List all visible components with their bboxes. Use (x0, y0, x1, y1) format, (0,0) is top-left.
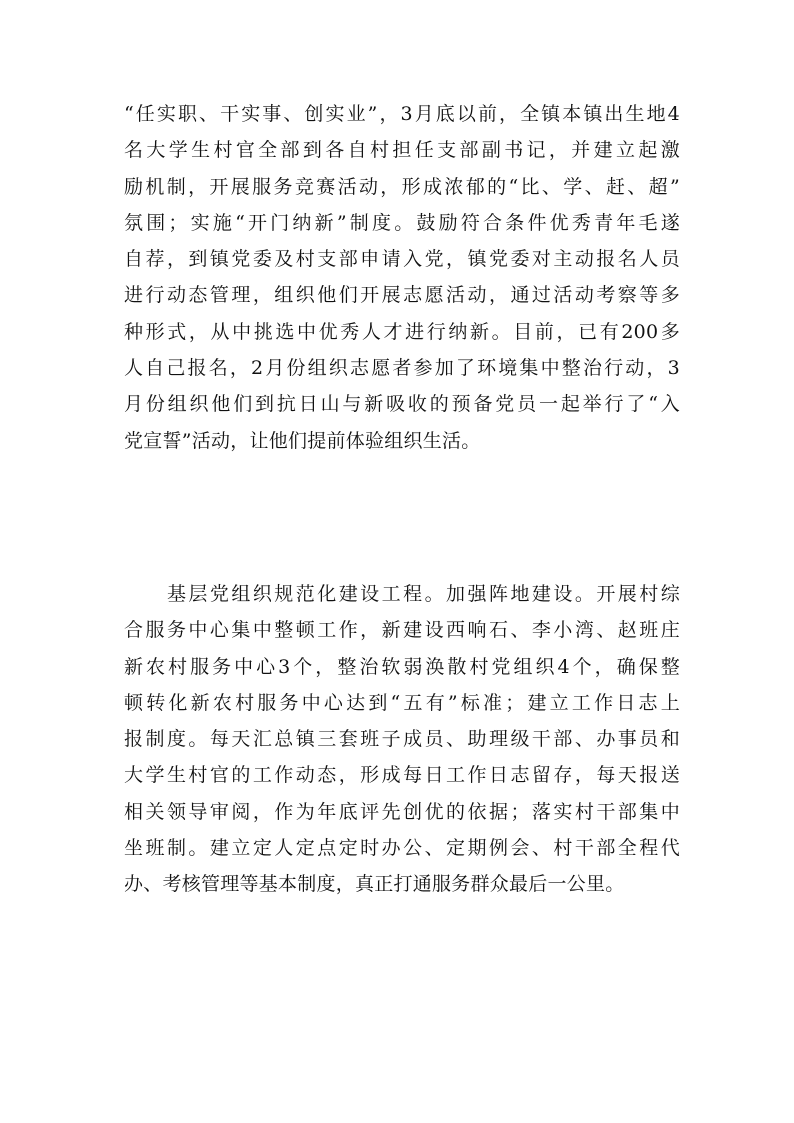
paragraph-line: 顿转化新农村服务中心达到“五有”标准；建立工作日志上 (124, 691, 680, 714)
paragraph-line: 报制度。每天汇总镇三套班子成员、助理级干部、办事员和 (124, 728, 680, 751)
paragraph-line: 进行动态管理，组织他们开展志愿活动，通过活动考察等多 (124, 284, 680, 307)
paragraph-line: 大学生村官的工作动态，形成每日工作日志留存，每天报送 (124, 764, 680, 787)
paragraph-line: 自荐，到镇党委及村支部申请入党，镇党委对主动报名人员 (124, 248, 680, 271)
paragraph-line: 月份组织他们到抗日山与新吸收的预备党员一起举行了“入 (124, 393, 680, 416)
paragraph-line: 名大学生村官全部到各自村担任支部副书记，并建立起激 (124, 139, 680, 162)
paragraph-line: 办、考核管理等基本制度，真正打通服务群众最后一公里。 (124, 873, 625, 896)
paragraph-line: 党宣誓”活动，让他们提前体验组织生活。 (124, 429, 481, 452)
paragraph-line: 种形式，从中挑选中优秀人才进行纳新。目前，已有200多 (124, 320, 680, 343)
paragraph-line: 新农村服务中心3个，整治软弱涣散村党组织4个，确保整 (124, 655, 680, 678)
paragraph-line: 合服务中心集中整顿工作，新建设西响石、李小湾、赵班庄 (124, 619, 680, 642)
paragraph-line: 坐班制。建立定人定点定时办公、定期例会、村干部全程代 (124, 837, 680, 860)
paragraph-1 (124, 96, 680, 459)
paragraph-line: 基层党组织规范化建设工程。加强阵地建设。开展村综 (124, 583, 680, 605)
paragraph-line: 相关领导审阅，作为年底评先创优的依据；落实村干部集中 (124, 800, 680, 823)
paragraph-line: 氛围；实施“开门纳新”制度。鼓励符合条件优秀青年毛遂 (124, 211, 680, 234)
paragraph-2 (124, 576, 680, 903)
paragraph-line: “任实职、干实事、创实业”，3月底以前，全镇本镇出生地4 (124, 103, 680, 125)
paragraph-line: 励机制，开展服务竞赛活动，形成浓郁的“比、学、赶、超” (124, 175, 680, 198)
paragraph-line: 人自己报名，2月份组织志愿者参加了环境集中整治行动，3 (124, 357, 680, 380)
